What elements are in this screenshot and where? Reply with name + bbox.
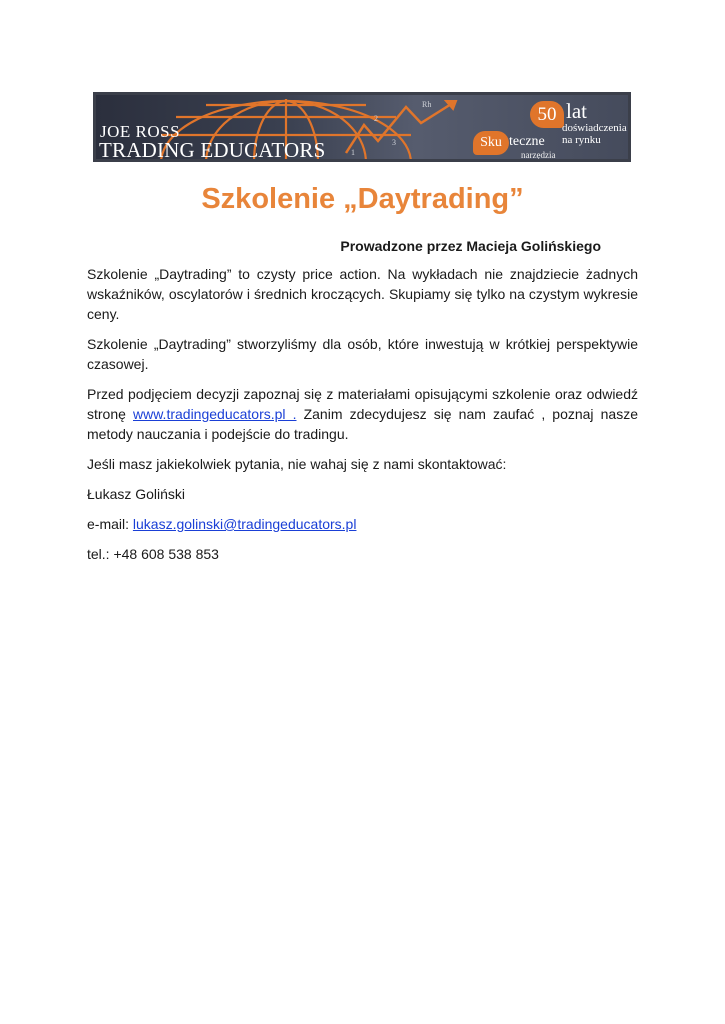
- contact-phone: tel.: +48 608 538 853: [87, 546, 219, 562]
- website-text-before: Przed podjęciem decyzji zapoznaj się z materiałami opisującymi szkolenie oraz odwiedź stronę: [87, 386, 638, 422]
- page-title: Szkolenie „Daytrading”: [201, 183, 524, 215]
- contact-name: Łukasz Goliński: [87, 486, 186, 502]
- byline: Prowadzone przez Macieja Golińskiego: [340, 238, 601, 254]
- years-unit: lat: [566, 99, 587, 123]
- chart-label: 3: [392, 138, 396, 147]
- paragraph-audience: Szkolenie „Daytrading” stworzyliśmy dla osób, które inwestują w krótkiej perspektywie czasowej.: [87, 336, 638, 372]
- chart-label: 1: [351, 148, 355, 157]
- paragraph-intro: Szkolenie „Daytrading” to czysty price action. Na wykładach nie znajdziecie żadnych wskaźników, oscylatorów i średnich kroczących. Skupiamy się tylko na czystym wykresie ceny.: [87, 266, 638, 322]
- experience-line2: na rynku: [562, 134, 601, 146]
- email-label: e-mail:: [87, 516, 133, 532]
- experience-line1: doświadczenia: [562, 122, 627, 134]
- joe-ross-banner: [93, 92, 631, 162]
- effective-badge: Sku: [473, 131, 509, 155]
- website-link[interactable]: www.tradingeducators.pl .: [133, 406, 297, 422]
- website-text-after: Zanim zdecydujesz się nam zaufać , poznaj nasze metody nauczania i podejście do tradingu.: [87, 406, 638, 442]
- contact-email-line: [87, 514, 638, 534]
- chart-label: Rh: [422, 100, 432, 109]
- chart-label: 2: [374, 114, 378, 123]
- brand-name-line1: JOE ROSS: [100, 122, 181, 141]
- effective-suffix: teczne: [509, 134, 545, 149]
- paragraph-website: [87, 384, 638, 444]
- brand-name-line2: TRADING EDUCATORS: [99, 138, 326, 162]
- paragraph-contact: Jeśli masz jakiekolwiek pytania, nie wahaj się z nami skontaktować:: [87, 456, 507, 472]
- email-link[interactable]: lukasz.golinski@tradingeducators.pl: [132, 516, 357, 532]
- years-badge: 50: [530, 101, 564, 128]
- body-content: [87, 264, 638, 574]
- tools-label: narzędzia: [521, 150, 556, 160]
